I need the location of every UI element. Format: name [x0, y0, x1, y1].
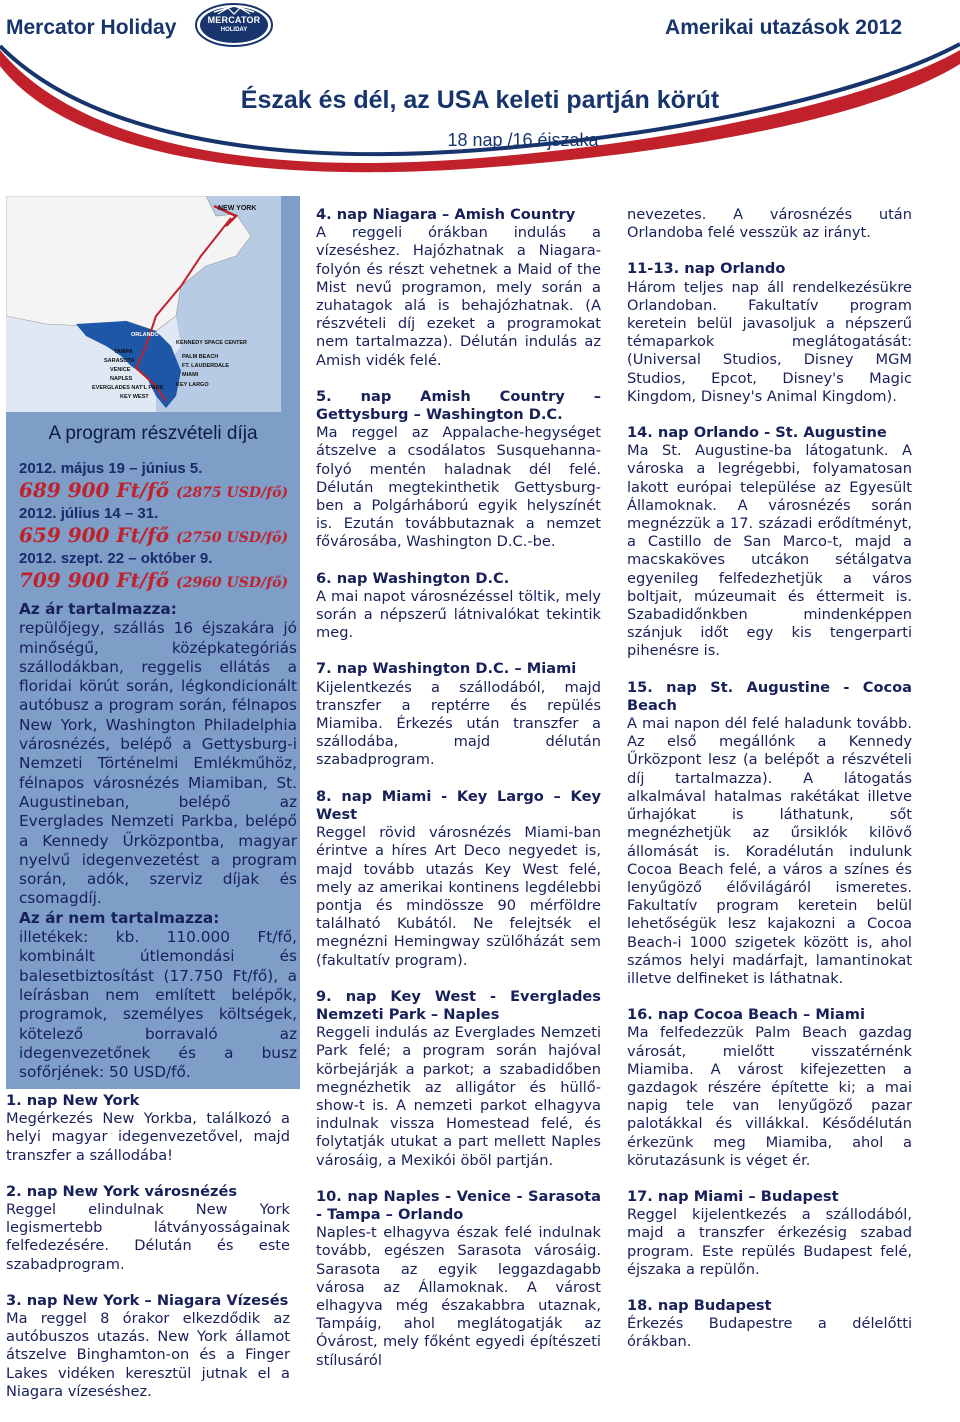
not-included-heading: Az ár nem tartalmazza: [19, 908, 220, 927]
price: 689 900 Ft/fő (2875 USD/fő) [19, 478, 289, 502]
day-block [627, 679, 912, 988]
day-block [6, 1092, 290, 1165]
day-title: 1. nap New York [6, 1092, 140, 1109]
day-block [6, 1292, 290, 1401]
day-text: Három teljes nap áll rendelkezésükre Orlandoban. Fakultatív program keretein belül javasoljuk a népszerű témaparkok meglátogatását: (Universal Studios, Disney MGM Studios, Epcot, Disney's Magic Kingdom, Disney's Animal Kingdom). [627, 278, 912, 405]
day-block [6, 1183, 290, 1274]
page-subtitle: 18 nap /16 éjszaka [447, 130, 599, 150]
brochure-title: Amerikai utazások 2012 [665, 16, 902, 39]
day-text: Érkezés Budapestre a délelőtti órákban. [627, 1315, 912, 1351]
day-text: A reggeli órákban indulás a vízeséshez. Hajózhatnak a Niagara-folyón és részt vehetnek a Maid of the Mist nevű programon, mely során a zuhatagok alá is behajózhatnak. (A részvételi díj ezeket a programokat nem tartalmazza). Délután indulás az Amish vidék felé. [316, 224, 601, 369]
day-text: Ma reggel az Appalache-hegységet átszelve a csodálatos Susquehanna-folyó mentén haladnak dél felé. Délután megtekinthetik Gettysburg-ben a Polgárháború egyik helyszínét is. Ezután továbbutaznak a nemzet fővárosába, Washington D.C.-be. [316, 424, 601, 551]
day-block [627, 206, 912, 242]
day-title: 5. nap Amish Country – Gettysburg – Washington D.C. [316, 387, 601, 424]
included-text: repülőjegy, szállás 16 éjszakára jó minőségű, középkategóriás szállodákban, reggelis ellátás a floridai körút során, légkondicionált autóbusz a program során, félnapos New York, Washington Philadelphia városnézés, belépő a Gettysburg-i Nemzeti Történelmi Emlékműhöz, félnapos városnézés Miamiban, St. Augustineban, belépő az Everglades Nemzeti Parkba, belépő a Kennedy Űrközpontba, magyar nyelvű idegenvezetést a program során, adók, szerviz díjak és csomagdíj. [19, 619, 297, 908]
included-heading: Az ár tartalmazza: [19, 600, 177, 618]
day-title: 7. nap Washington D.C. – Miami [316, 660, 577, 678]
price-list [19, 460, 297, 595]
day-title: 14. nap Orlando - St. Augustine [627, 424, 887, 442]
day-text: Ma St. Augustine-ba látogatunk. A városka a legrégebbi, folyamatosan lakott európai települése az Egyesült Államoknak. A városnézés során megnézzük a 17. századi erődítményt, a Castillo de San Marco-t, majd a macskaköves utcákon sétálgatva egyenileg felfedezhetjük a város boltjait, múzeumait és éttermeit is. Szabadidőnkben mindenképpen szánjuk időt egy kis tengerparti pihenésre is. [627, 442, 912, 660]
day-block [627, 1006, 912, 1170]
svg-text:KENNEDY SPACE CENTER: KENNEDY SPACE CENTER [176, 340, 248, 346]
day-block [627, 260, 912, 406]
day-block [316, 206, 601, 370]
itinerary-col-3 [627, 206, 912, 1352]
day-title: 3. nap New York – Niagara Vízesés [6, 1291, 289, 1309]
day-title: 4. nap Niagara – Amish Country [316, 206, 576, 223]
svg-text:ORLANDO: ORLANDO [131, 332, 159, 338]
day-text: Kijelentkezés a szállodából, majd transzfer a reptérre és repülés Miamiba. Érkezés után transzfer a szállodába, majd délután szabadprogram. [316, 678, 601, 769]
price-includes [19, 600, 297, 1082]
itinerary-col-1 [6, 1092, 290, 1401]
day-text: Reggel kijelentkezés a szállodából, majd a transzfer érkezésig szabad program. Este repülés Budapest felé, éjszaka a repülőn. [627, 1206, 912, 1278]
day-block [627, 1297, 912, 1352]
day-block [316, 570, 601, 643]
departure-date: 2012. július 14 – 31. [19, 505, 159, 522]
route-map [6, 196, 281, 412]
itinerary-col-2 [316, 206, 601, 1370]
day-title: 18. nap Budapest [627, 1296, 772, 1314]
day-text: Reggeli indulás az Everglades Nemzeti Park felé; a program során hajóval körbejárják a parkot; a szabadidőben megnézhetik az alligátor és hüllő-show-t is. A nemzeti parkot elhagyva indulnak vissza Homestead felé, és folytatják utukat a part mellett Naples városáig, a Mexikói öböl partján. [316, 1024, 601, 1169]
day-text: Reggel rövid városnézés Miami-ban érintve a híres Art Deco negyedet is, majd tovább utazás Key West felé, mely az amerikai kontinens legdélebbi pontja és mindössze 90 mérföldre található Kubától. Ne felejtsék el megnézni Hemingway szülőházát sem (fakultatív program). [316, 824, 601, 969]
day-text: Megérkezés New Yorkba, találkozó a helyi magyar idegenvezetővel, majd transzfer a szállodába! [6, 1110, 290, 1164]
day-title: 10. nap Naples - Venice - Sarasota - Tampa – Orlando [316, 1187, 601, 1223]
day-title: 2. nap New York városnézés [6, 1182, 238, 1200]
logo-text: MERCATOR [207, 15, 261, 25]
svg-text:NEW YORK: NEW YORK [218, 205, 257, 212]
day-text: nevezetes. A városnézés után Orlandoba felé vesszük az irányt. [627, 206, 912, 242]
day-title: 11-13. nap Orlando [627, 260, 786, 278]
day-title: 16. nap Cocoa Beach – Miami [627, 1006, 865, 1024]
day-title: 17. nap Miami – Budapest [627, 1187, 839, 1205]
not-included-text: illetékek: kb. 110.000 Ft/fő, kombinált útlemondási és balesetbiztosítást (17.750 Ft/fő), a leírásban nem említett belépők, programok, személyes költségek, kötelező borravaló az idegenvezetőnek és a busz sofőrjének: 50 USD/fő. [19, 928, 297, 1082]
day-title: 9. nap Key West - Everglades Nemzeti Park – Naples [316, 987, 601, 1023]
brand-name: Mercator Holiday [6, 16, 177, 39]
day-text: Ma reggel 8 órakor elkezdődik az autóbuszos utazás. New York államot átszelve Binghamton-on és a Finger Lakes vidéken keresztül jutnak el a Niagara vízeséshez. [6, 1310, 290, 1400]
day-block [316, 660, 601, 769]
svg-text:FT. LAUDERDALE: FT. LAUDERDALE [182, 363, 230, 369]
svg-text:PALM BEACH: PALM BEACH [182, 354, 219, 360]
svg-text:MIAMI: MIAMI [182, 372, 199, 378]
svg-text:VENICE: VENICE [110, 367, 131, 373]
price: 709 900 Ft/fő (2960 USD/fő) [19, 568, 289, 592]
day-text: A mai napon dél felé haladunk tovább. Az első megállónk a Kennedy Űrközpont lesz (a belépőt a részvételi díj tartalmazza). A látogatás alkalmával hatalmas rakétákat illetve űrhajókat is láthatunk, sőt megnézhetjük az űrsiklók kilövő állomását is. Koradélután indulunk Cocoa Beach felé, a város a színes és lenyűgöző élővilágáról ismeretes. Fakultatív program keretein belül lehetőségük lesz kajakozni a Cocoa Beach-i 1000 szigetek között is, ahol számos helyi madárfajt, lamantinokat illetve delfineket is láthatnak. [627, 715, 912, 987]
logo-subtext: HOLIDAY [220, 27, 248, 33]
price: 659 900 Ft/fő (2750 USD/fő) [19, 523, 289, 547]
svg-text:TAMPA: TAMPA [114, 349, 133, 355]
svg-text:KEY LARGO: KEY LARGO [176, 382, 209, 388]
day-block [627, 1188, 912, 1279]
day-block [316, 788, 601, 970]
price-heading: A program részvételi díja [48, 423, 258, 444]
day-title: 15. nap St. Augustine - Cocoa Beach [627, 678, 912, 714]
day-title: 8. nap Miami - Key Largo – Key West [316, 787, 601, 823]
day-text: Reggel elindulnak New York legismertebb látványosságainak felfedezésére. Délután és este szabadprogram. [6, 1201, 290, 1273]
day-title: 6. nap Washington D.C. [316, 569, 510, 587]
page-title: Észak és dél, az USA keleti partján körút [240, 86, 720, 114]
svg-text:NAPLES: NAPLES [110, 376, 133, 382]
day-block [316, 388, 601, 552]
day-text: Ma felfedezzük Palm Beach gazdag városát, mielőtt visszatérnénk Miamiba. A várost kifejezetten a gazdagok részére építette ki; a mai napig tele van lenyűgöző pazar palotákkal és villákkal. Késődélután érkezünk meg Miamiba, ahol a körutazásunk is véget ér. [627, 1024, 912, 1169]
day-block [316, 988, 601, 1170]
day-text: Naples-t elhagyva észak felé indulnak tovább, egészen Sarasota városáig. Sarasota az egyik leggazdagabb városa az Államoknak. A várost elhagyva még északabbra utaznak, Tampáig, ahol meglátogatják az Óvárost, mely főként egyedi építészeti stílusáról [316, 1224, 601, 1369]
day-block [316, 1188, 601, 1370]
day-block [627, 424, 912, 661]
departure-date: 2012. szept. 22 – október 9. [19, 550, 213, 567]
departure-date: 2012. május 19 – június 5. [19, 460, 203, 477]
day-text: A mai napot városnézéssel töltik, mely során a népszerű látnivalókat tekintik meg. [316, 587, 601, 642]
svg-text:SARASOTA: SARASOTA [104, 358, 135, 364]
svg-text:KEY WEST: KEY WEST [120, 394, 149, 400]
svg-text:EVERGLADES NAT'L PARK: EVERGLADES NAT'L PARK [92, 385, 164, 391]
